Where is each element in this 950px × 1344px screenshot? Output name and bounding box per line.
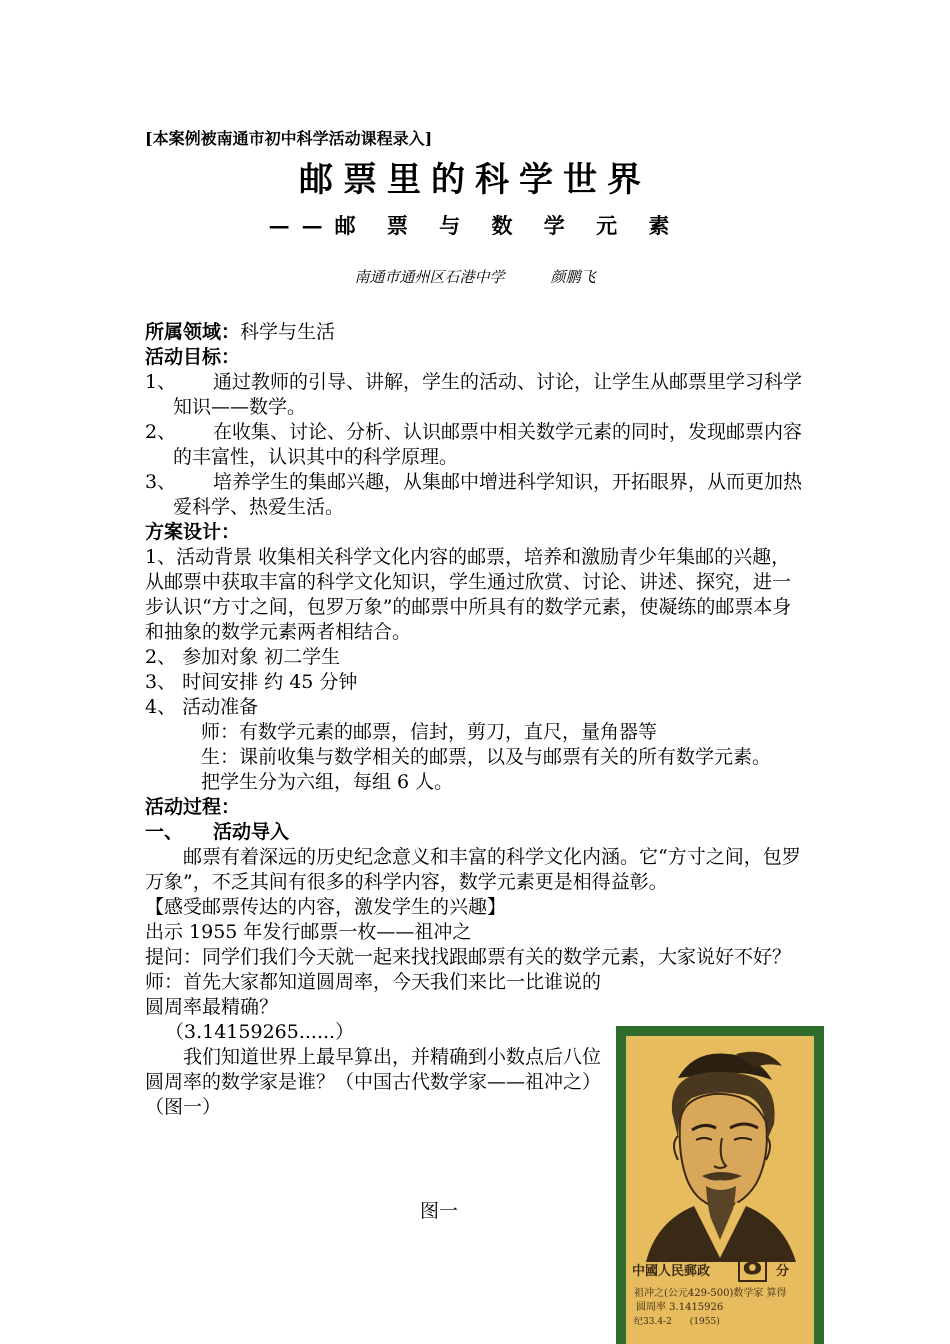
field-value: 科学与生活 — [240, 321, 336, 343]
field-line — [145, 320, 807, 345]
teacher-line: 师：首先大家都知道圆周率，今天我们来比一比谁说的圆周率最精确？ — [145, 971, 602, 1018]
prep-student: 生：课前收集与数学相关的邮票，以及与邮票有关的所有数学元素。 — [201, 746, 772, 768]
page-subtitle: ——邮 票 与 数 学 元 素 — [268, 213, 682, 238]
answer-paragraph: 我们知道世界上最早算出，并精确到小数点后八位圆周率的数学家是谁？（中国古代数学家——祖冲之）（图一） — [145, 1046, 602, 1118]
page-title: 邮票里的科学世界 — [299, 160, 651, 200]
stamp-unit: 分 — [776, 1264, 790, 1279]
design-participants: 2、 参加对象 初二学生 — [145, 646, 341, 668]
stamp-caption-line: 纪33.4-2 (1955) — [634, 1317, 720, 1327]
author-name: 颜鹏飞 — [550, 268, 596, 286]
show-stamp-line: 出示 1955 年发行邮票一枚——祖冲之 — [145, 921, 472, 943]
prep-groups: 把学生分为六组，每组 6 人。 — [201, 771, 454, 793]
goals-heading: 活动目标： — [145, 346, 241, 368]
figure-caption: 图一 — [420, 1200, 459, 1222]
question-line: 提问：同学们我们今天就一起来找找跟邮票有关的数学元素，大家说好不好？ — [145, 946, 792, 968]
stamp-value: 8 — [738, 1248, 767, 1282]
pi-value: （3.14159265......） — [165, 1021, 355, 1043]
bracket-heading: 【感受邮票传达的内容，激发学生的兴趣】 — [145, 896, 507, 918]
author-line — [0, 266, 950, 287]
stamp-caption-line: 圆周率 3.1415926 — [636, 1302, 724, 1313]
inclusion-note: [本案例被南通市初中科学活动课程录入] — [145, 129, 433, 148]
goal-item: 2、 在收集、讨论、分析、认识邮票中相关数学元素的同时，发现邮票内容的丰富性，认识其中的科学原理。 — [145, 421, 803, 468]
design-background: 1、活动背景 收集相关科学文化内容的邮票，培养和激励青少年集邮的兴趣，从邮票中获取丰富的科学文化知识，学生通过欣赏、讨论、讲述、探究，进一步认识“方寸之间，包罗万象”的邮票中所具有的数学元素，使凝练的邮票本身和抽象的数学元素两者相结合。 — [145, 546, 792, 643]
design-heading: 方案设计： — [145, 521, 241, 543]
design-prep: 4、 活动准备 — [145, 696, 259, 718]
goal-item: 3、 培养学生的集邮兴趣，从集邮中增进科学知识，开拓眼界，从而更加热爱科学、热爱生活。 — [145, 471, 803, 518]
zu-chongzhi-stamp-image — [616, 1026, 824, 1344]
section-one-heading: 一、 活动导入 — [145, 821, 290, 843]
goal-item: 1、 通过教师的引导、讲解，学生的活动、讨论，让学生从邮票里学习科学知识——数学。 — [145, 371, 803, 418]
process-heading: 活动过程： — [145, 796, 241, 818]
stamp-caption-line: 祖冲之(公元429-500)数学家 算得 — [634, 1288, 787, 1299]
stamp-country-text: 中國人民郵政 — [632, 1264, 711, 1279]
design-time: 3、 时间安排 约 45 分钟 — [145, 671, 358, 693]
intro-paragraph: 邮票有着深远的历史纪念意义和丰富的科学文化内涵。它“方寸之间，包罗万象”，不乏其间有很多的科学内容，数学元素更是相得益彰。 — [145, 846, 801, 893]
main-body — [145, 320, 807, 1120]
school-name: 南通市通州区石港中学 — [354, 268, 505, 286]
field-label: 所属领域： — [145, 321, 241, 343]
prep-teacher: 师：有数学元素的邮票，信封，剪刀，直尺，量角器等 — [201, 721, 658, 743]
